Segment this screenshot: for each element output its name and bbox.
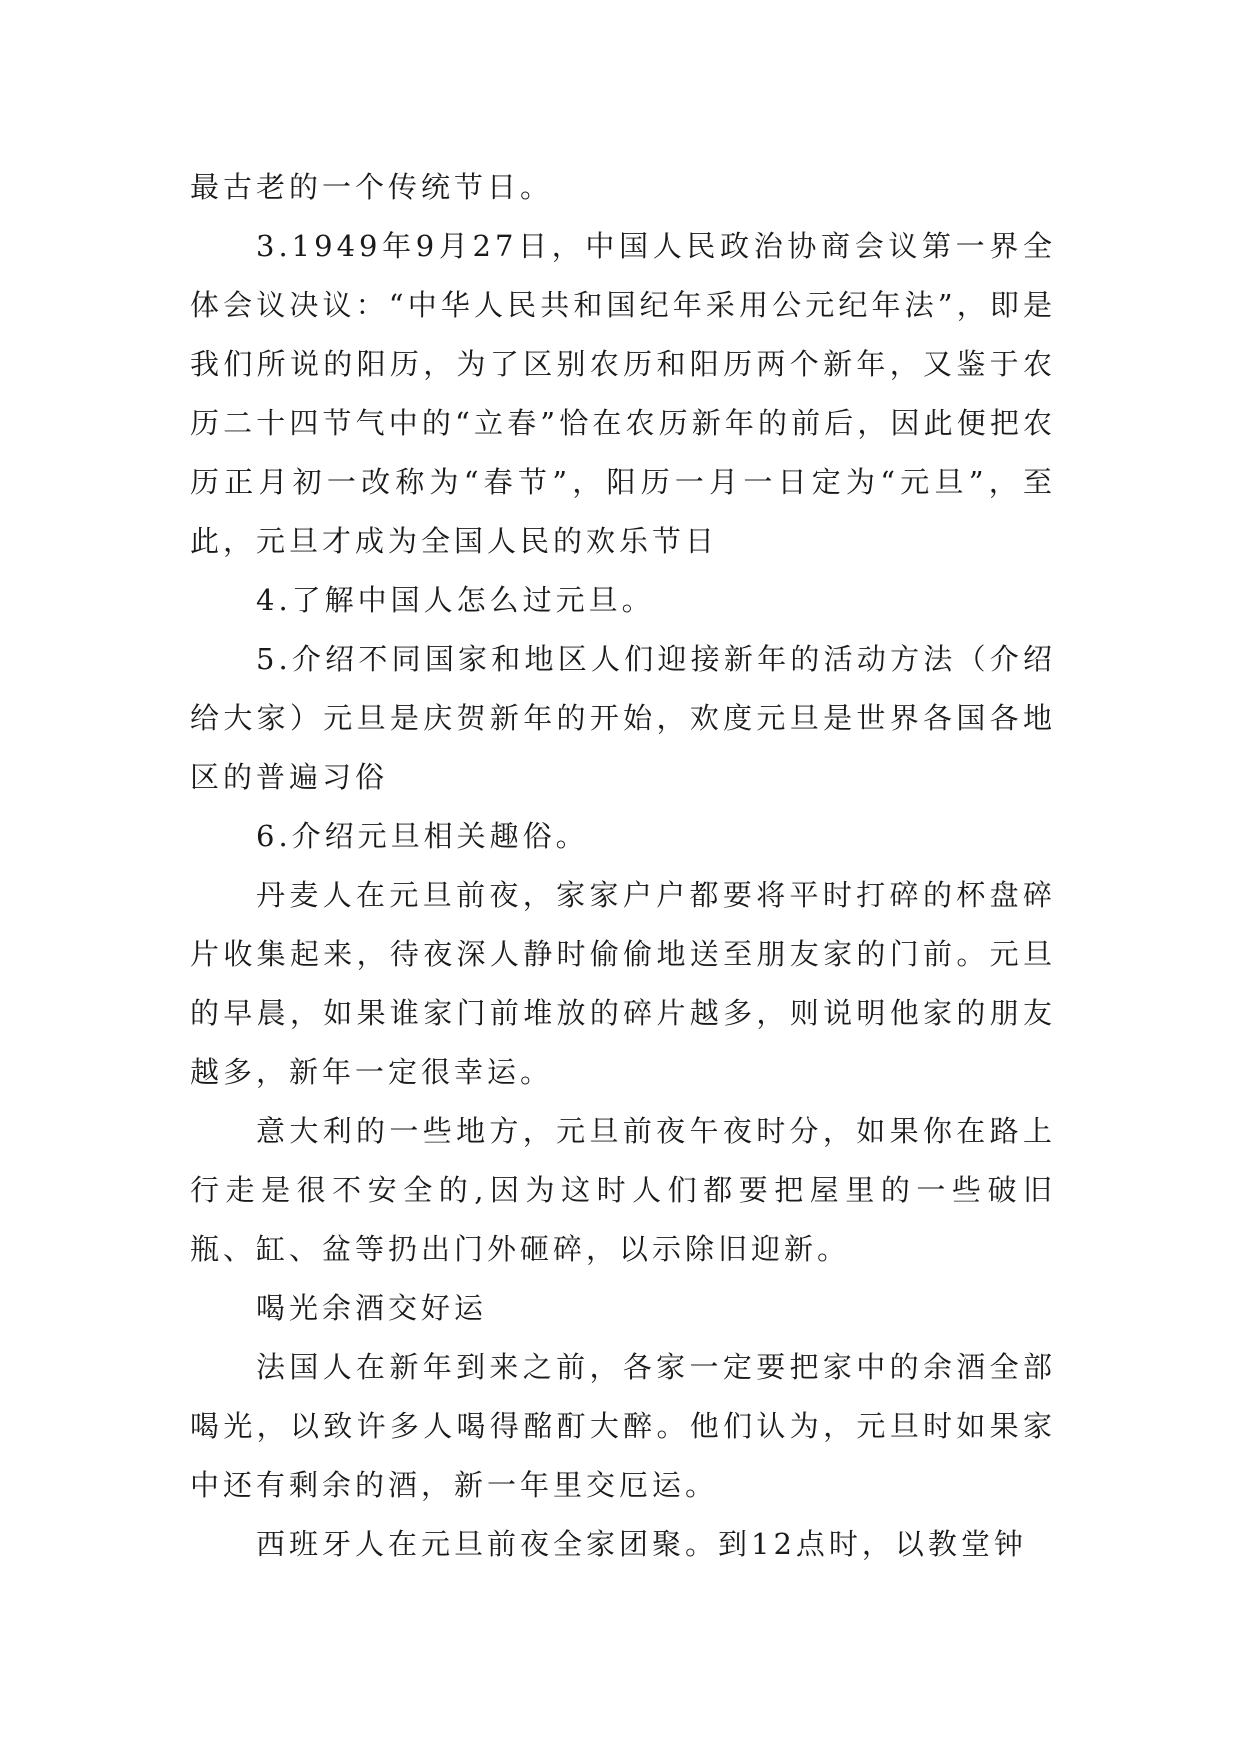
paragraph-9: 法国人在新年到来之前，各家一定要把家中的余酒全部喝光，以致许多人喝得酩酊大醉。他们认为，元旦时如果家中还有剩余的酒，新一年里交厄运。 <box>190 1350 1056 1502</box>
document-page <box>190 158 1056 1574</box>
paragraph-4: 5.介绍不同国家和地区人们迎接新年的活动方法（介绍给大家）元旦是庆贺新年的开始，欢度元旦是世界各国各地区的普遍习俗 <box>190 642 1056 794</box>
paragraph-7: 意大利的一些地方，元旦前夜午夜时分，如果你在路上行走是很不安全的,因为这时人们都要把屋里的一些破旧瓶、缸、盆等扔出门外砸碎，以示除旧迎新。 <box>190 1114 1056 1266</box>
paragraph-5: 6.介绍元旦相关趣俗。 <box>256 819 589 853</box>
paragraph-10: 西班牙人在元旦前夜全家团聚。到12点时，以教堂钟 <box>256 1527 1027 1561</box>
paragraph-1: 最古老的一个传统节日。 <box>190 170 554 204</box>
paragraph-8: 喝光余酒交好运 <box>256 1291 488 1325</box>
paragraph-3: 4.了解中国人怎么过元旦。 <box>256 583 655 617</box>
paragraph-6: 丹麦人在元旦前夜，家家户户都要将平时打碎的杯盘碎片收集起来，待夜深人静时偷偷地送至朋友家的门前。元旦的早晨，如果谁家门前堆放的碎片越多，则说明他家的朋友越多，新年一定很幸运。 <box>190 878 1056 1089</box>
paragraph-2: 3.1949年9月27日，中国人民政治协商会议第一界全体会议决议：“中华人民共和国纪年采用公元纪年法”，即是我们所说的阳历，为了区别农历和阳历两个新年，又鉴于农历二十四节气中的“立春”恰在农历新年的前后，因此便把农历正月初一改称为“春节”，阳历一月一日定为“元旦”，至此，元旦才成为全国人民的欢乐节日 <box>190 229 1056 558</box>
